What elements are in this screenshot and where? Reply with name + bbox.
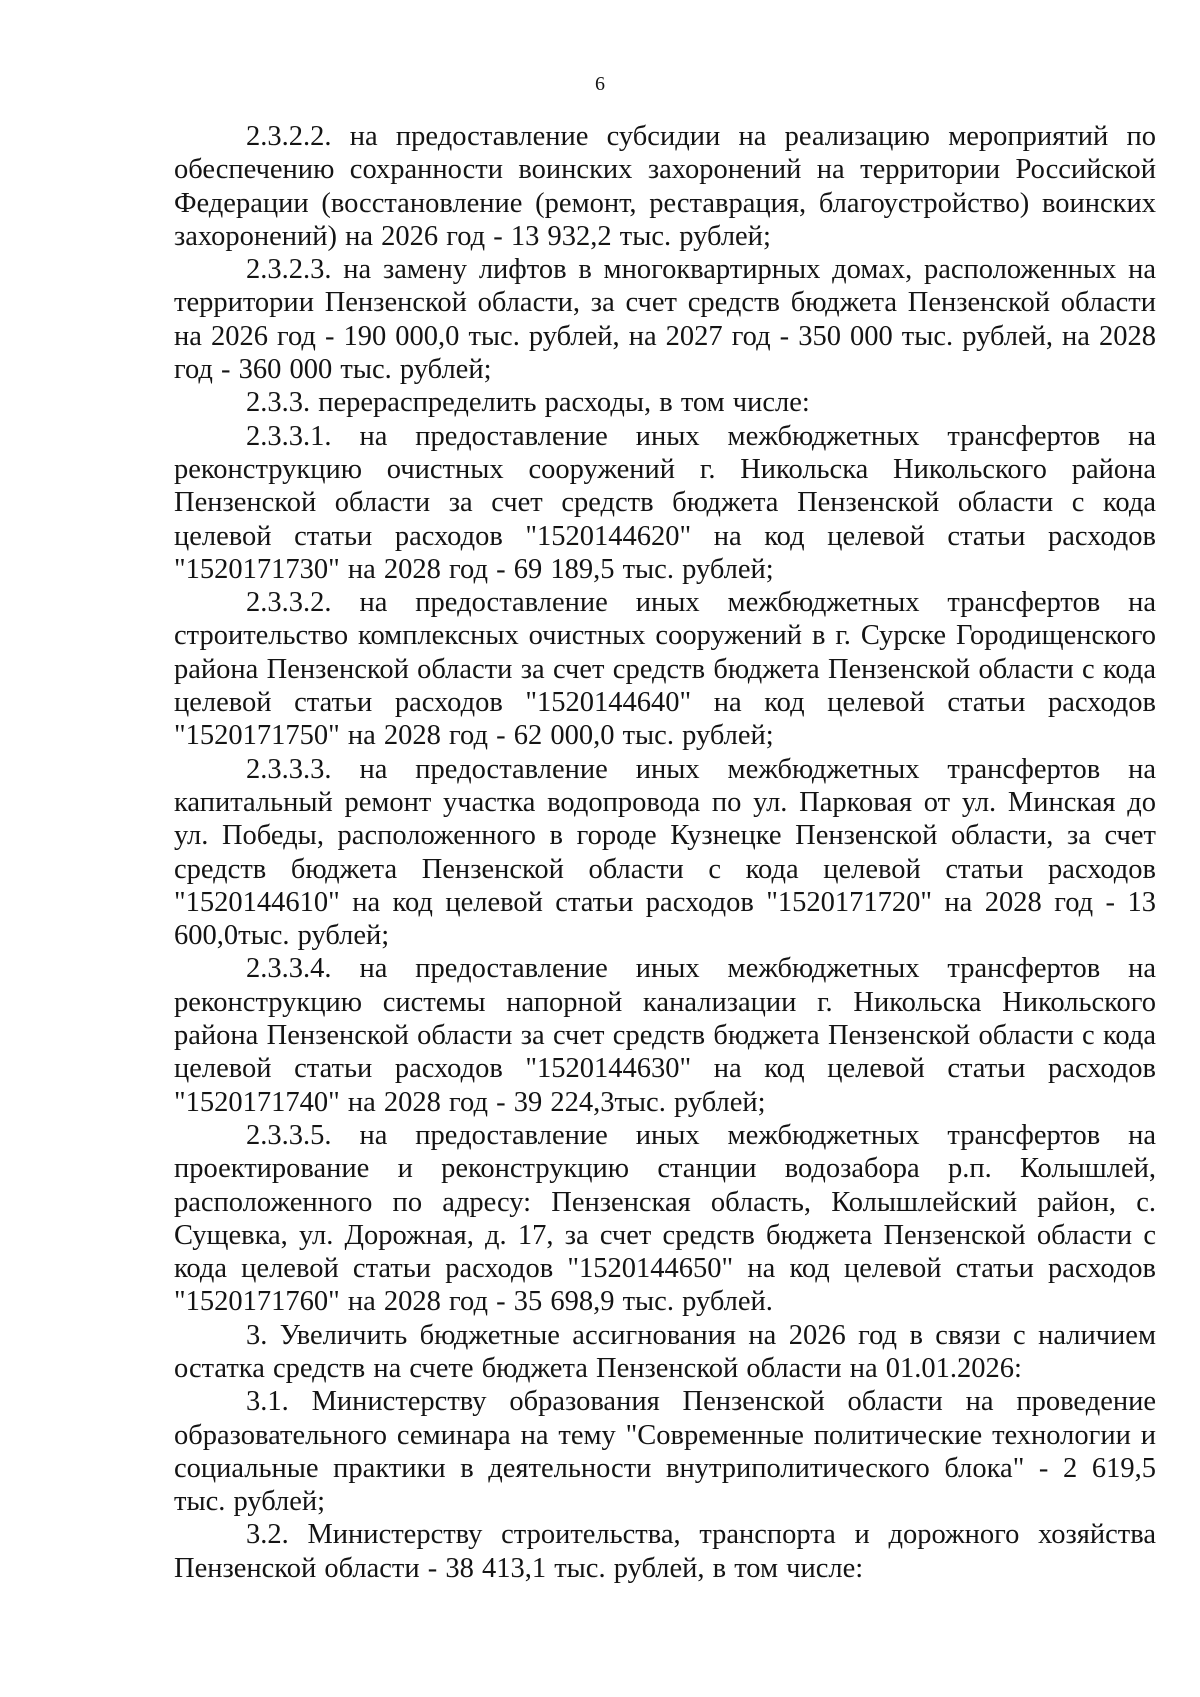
document-body <box>174 120 1156 1585</box>
paragraph-2-3-3-1: 2.3.3.1. на предоставление иных межбюджетных трансфертов на реконструкцию очистных сооружений г. Никольска Никольского района Пензенской области за счет средств бюджета Пензенской области с кода целевой статьи расходов "1520144620" на код целевой статьи расходов "1520171730" на 2028 год - 69 189,5 тыс. рублей; <box>174 420 1156 585</box>
paragraph-2-3-3-2: 2.3.3.2. на предоставление иных межбюджетных трансфертов на строительство комплексных очистных сооружений в г. Сурске Городищенского района Пензенской области за счет средств бюджета Пензенской области с кода целевой статьи расходов "1520144640" на код целевой статьи расходов "1520171750" на 2028 год - 62 000,0 тыс. рублей; <box>174 587 1156 752</box>
paragraph-3: 3. Увеличить бюджетные ассигнования на 2026 год в связи с наличием остатка средств на счете бюджета Пензенской области на 01.01.2026: <box>174 1319 1156 1384</box>
paragraph-2-3-3: 2.3.3. перераспределить расходы, в том числе: <box>246 387 810 419</box>
paragraph-2-3-2-3: 2.3.2.3. на замену лифтов в многоквартирных домах, расположенных на территории Пензенской области, за счет средств бюджета Пензенской области на 2026 год - 190 000,0 тыс. рублей, на 2027 год - 350 000 тыс. рублей, на 2028 год - 360 000 тыс. рублей; <box>174 254 1156 386</box>
paragraph-2-3-2-2: 2.3.2.2. на предоставление субсидии на реализацию мероприятий по обеспечению сохранности воинских захоронений на территории Российской Федерации (восстановление (ремонт, реставрация, благоустройство) воинских захоронений) на 2026 год - 13 932,2 тыс. рублей; <box>174 121 1156 252</box>
page-number: 6 <box>595 73 605 95</box>
paragraph-3-1: 3.1. Министерству образования Пензенской области на проведение образовательного семинара на тему "Современные политические технологии и социальные практики в деятельности внутриполитического блока" - 2 619,5 тыс. рублей; <box>174 1386 1156 1518</box>
paragraph-3-2: 3.2. Министерству строительства, транспорта и дорожного хозяйства Пензенской области - 38 413,1 тыс. рублей, в том числе: <box>174 1519 1156 1584</box>
paragraph-2-3-3-5: 2.3.3.5. на предоставление иных межбюджетных трансфертов на проектирование и реконструкцию станции водозабора р.п. Колышлей, расположенного по адресу: Пензенская область, Колышлейский район, с. Сущевка, ул. Дорожная, д. 17, за счет средств бюджета Пензенской области с кода целевой статьи расходов "1520144650" на код целевой статьи расходов "1520171760" на 2028 год - 35 698,9 тыс. рублей. <box>174 1119 1156 1318</box>
paragraph-2-3-3-4: 2.3.3.4. на предоставление иных межбюджетных трансфертов на реконструкцию системы напорной канализации г. Никольска Никольского района Пензенской области за счет средств бюджета Пензенской области с кода целевой статьи расходов "1520144630" на код целевой статьи расходов "1520171740" на 2028 год - 39 224,3тыс. рублей; <box>174 953 1156 1118</box>
paragraph-2-3-3-3: 2.3.3.3. на предоставление иных межбюджетных трансфертов на капитальный ремонт участка водопровода по ул. Парковая от ул. Минская до ул. Победы, расположенного в городе Кузнецке Пензенской области, за счет средств бюджета Пензенской области с кода целевой статьи расходов "1520144610" на код целевой статьи расходов "1520171720" на 2028 год - 13 600,0тыс. рублей; <box>174 753 1156 952</box>
